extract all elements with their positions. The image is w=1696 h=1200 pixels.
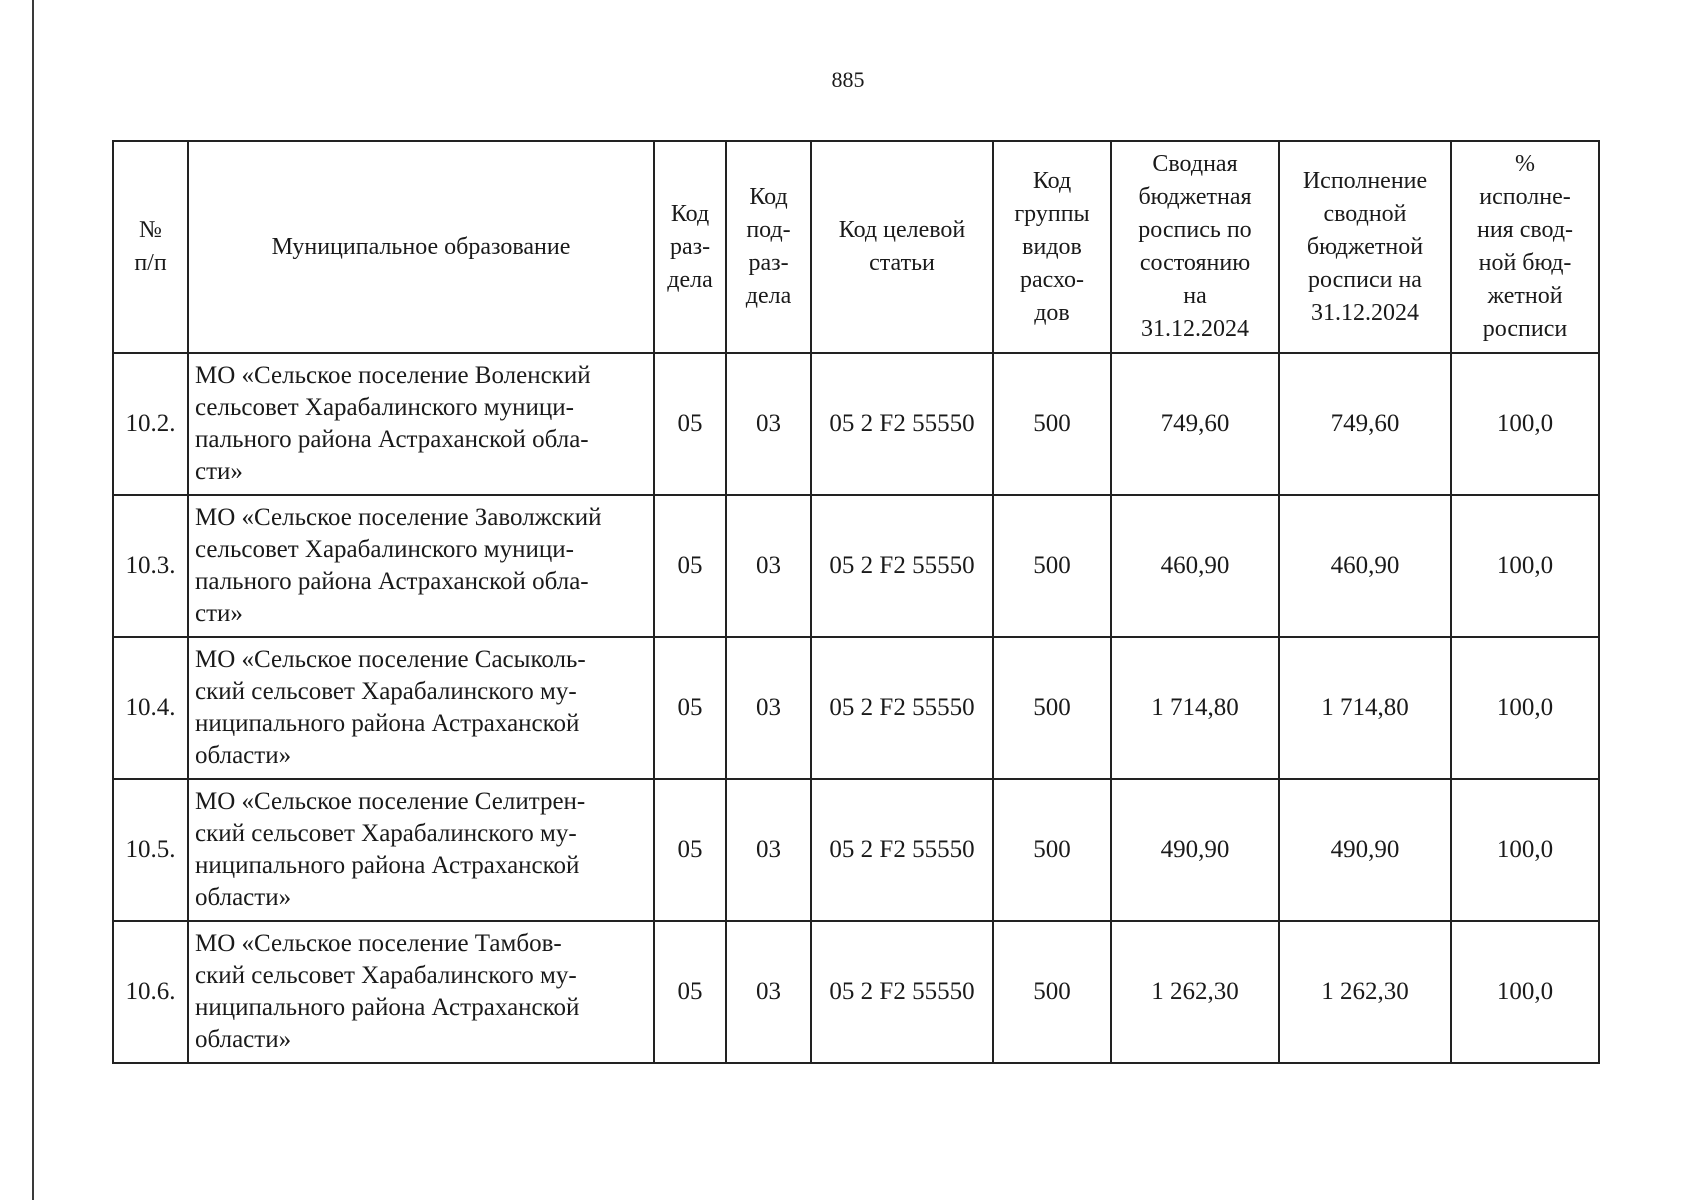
- row-subsection: 03: [726, 353, 811, 495]
- row-target-article: 05 2 F2 55550: [811, 779, 993, 921]
- row-budget-list: 1 262,30: [1111, 921, 1279, 1063]
- header-expense-group: Код группы видов расхо- дов: [993, 141, 1111, 353]
- row-municipality: МО «Сельское поселение Селитрен- ский сельсовет Харабалинского му- ниципального района Астраханской области»: [188, 779, 654, 921]
- row-subsection: 03: [726, 921, 811, 1063]
- row-expense-group: 500: [993, 353, 1111, 495]
- header-section: Код раз- дела: [654, 141, 726, 353]
- row-execution: 1 262,30: [1279, 921, 1451, 1063]
- table-row: [113, 353, 1599, 495]
- header-subsection: Код под- раз- дела: [726, 141, 811, 353]
- row-execution: 460,90: [1279, 495, 1451, 637]
- row-municipality: МО «Сельское поселение Тамбов- ский сельсовет Харабалинского му- ниципального района Астраханской области»: [188, 921, 654, 1063]
- row-municipality: МО «Сельское поселение Заволжский сельсовет Харабалинского муници- пального района Астраханской обла- сти»: [188, 495, 654, 637]
- row-budget-list: 490,90: [1111, 779, 1279, 921]
- row-subsection: 03: [726, 779, 811, 921]
- row-section: 05: [654, 353, 726, 495]
- table-row: [113, 637, 1599, 779]
- row-target-article: 05 2 F2 55550: [811, 495, 993, 637]
- row-expense-group: 500: [993, 779, 1111, 921]
- row-execution: 490,90: [1279, 779, 1451, 921]
- header-row: [113, 141, 1599, 353]
- row-section: 05: [654, 637, 726, 779]
- row-percent: 100,0: [1451, 637, 1599, 779]
- row-municipality: МО «Сельское поселение Воленский сельсовет Харабалинского муници- пального района Астраханской обла- сти»: [188, 353, 654, 495]
- row-section: 05: [654, 495, 726, 637]
- row-percent: 100,0: [1451, 921, 1599, 1063]
- row-num: 10.4.: [113, 637, 188, 779]
- header-budget-list: Сводная бюджетная роспись по состоянию на 31.12.2024: [1111, 141, 1279, 353]
- row-municipality: МО «Сельское поселение Сасыколь- ский сельсовет Харабалинского му- ниципального района Астраханской области»: [188, 637, 654, 779]
- row-budget-list: 460,90: [1111, 495, 1279, 637]
- row-target-article: 05 2 F2 55550: [811, 353, 993, 495]
- table-body: [113, 353, 1599, 1063]
- row-target-article: 05 2 F2 55550: [811, 921, 993, 1063]
- row-budget-list: 749,60: [1111, 353, 1279, 495]
- row-expense-group: 500: [993, 637, 1111, 779]
- table-row: [113, 921, 1599, 1063]
- header-execution: Исполнение сводной бюджетной росписи на 31.12.2024: [1279, 141, 1451, 353]
- scan-edge-line: [32, 0, 34, 1200]
- header-num: № п/п: [113, 141, 188, 353]
- row-num: 10.3.: [113, 495, 188, 637]
- table-row: [113, 495, 1599, 637]
- row-expense-group: 500: [993, 495, 1111, 637]
- row-section: 05: [654, 779, 726, 921]
- row-percent: 100,0: [1451, 495, 1599, 637]
- row-num: 10.5.: [113, 779, 188, 921]
- row-percent: 100,0: [1451, 779, 1599, 921]
- row-num: 10.2.: [113, 353, 188, 495]
- row-section: 05: [654, 921, 726, 1063]
- page-number: 885: [831, 67, 865, 92]
- row-execution: 1 714,80: [1279, 637, 1451, 779]
- table-header: [113, 141, 1599, 353]
- row-percent: 100,0: [1451, 353, 1599, 495]
- header-target-article: Код целевой статьи: [811, 141, 993, 353]
- row-subsection: 03: [726, 637, 811, 779]
- row-num: 10.6.: [113, 921, 188, 1063]
- header-municipality: Муниципальное образование: [188, 141, 654, 353]
- row-target-article: 05 2 F2 55550: [811, 637, 993, 779]
- row-subsection: 03: [726, 495, 811, 637]
- row-execution: 749,60: [1279, 353, 1451, 495]
- table-row: [113, 779, 1599, 921]
- row-budget-list: 1 714,80: [1111, 637, 1279, 779]
- row-expense-group: 500: [993, 921, 1111, 1063]
- header-percent: % исполне- ния свод- ной бюд- жетной росписи: [1451, 141, 1599, 353]
- budget-execution-table: [112, 140, 1600, 1064]
